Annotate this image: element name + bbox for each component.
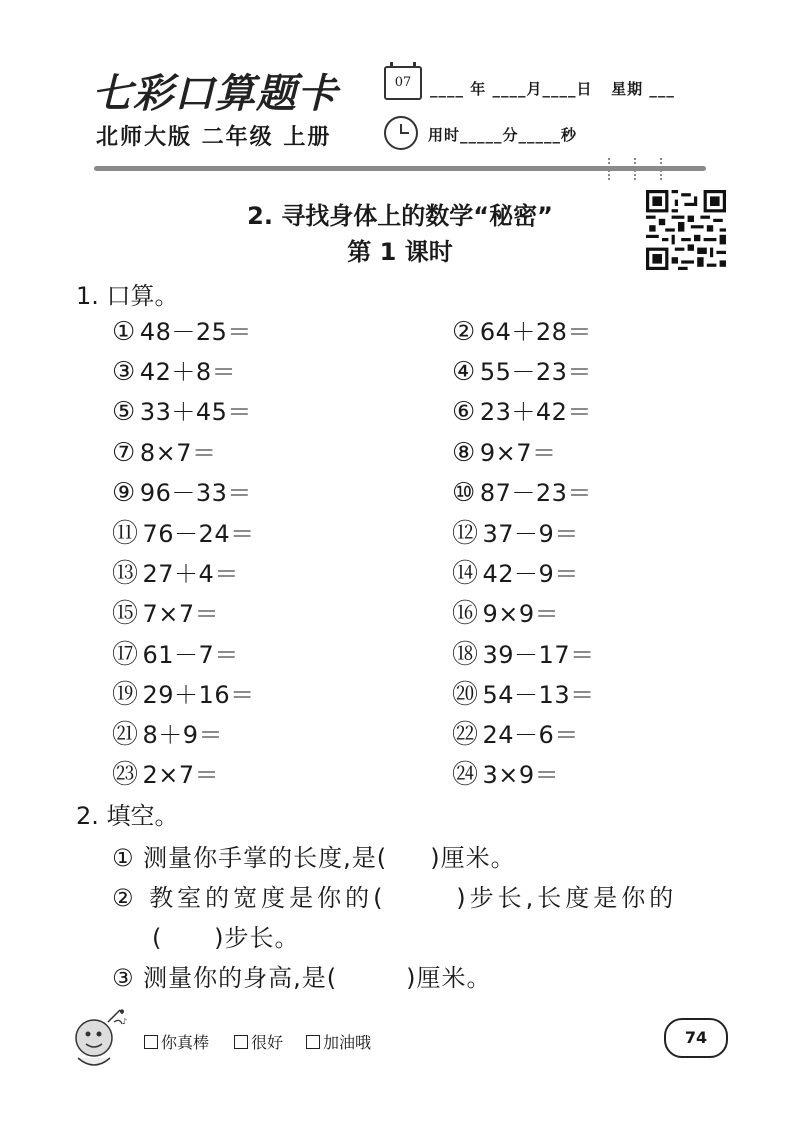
problem-item [452,513,579,550]
problem-item [452,714,579,751]
problem-number: ③ [112,357,136,388]
problem-item [112,754,219,791]
problem-number: ② [452,317,476,347]
problem-number: ⑯ [452,599,479,630]
problem-item [112,674,255,711]
problem-item [452,473,592,508]
problem-number: ⑭ [452,559,479,590]
problem-expression: 33＋45＝ [139,398,252,427]
problem-expression: 2×7＝ [142,761,220,790]
problem-expression: 9×7＝ [479,438,557,467]
lesson-subtitle: 第 1 课时 [347,238,453,266]
problem-expression: 39－17＝ [482,640,595,669]
divider-bead [608,158,616,180]
problem-item [112,634,239,671]
praise-option[interactable]: 很好 [234,1030,283,1053]
problem-number: ⑬ [112,559,139,590]
checkbox-icon[interactable] [306,1035,320,1049]
divider-bead [634,158,642,180]
section-2-heading: 2. 填空。 [76,802,179,830]
problem-number: ⑤ [112,397,136,428]
problem-item [112,352,236,387]
problem-expression: 23＋42＝ [479,398,592,427]
problem-item [452,593,559,630]
problem-number: ⑨ [112,477,136,508]
time-field: 用时_____分_____秒 [428,126,578,144]
problem-expression: 7×7＝ [142,600,220,629]
problem-item [452,312,592,347]
problem-number: ⑪ [112,519,139,549]
problem-item [112,714,223,751]
calendar-number: 07 [394,75,412,90]
problem-expression: 64＋28＝ [479,318,592,346]
problem-number: ⑱ [452,639,479,670]
problem-expression: 42＋8＝ [139,358,237,387]
praise-option[interactable]: 加油哦 [306,1030,371,1053]
fill-item: ② 教室的宽度是你的( )步长,长度是你的 [112,884,678,912]
problem-item [452,392,592,427]
problem-number: ① [112,317,136,347]
fill-item: ③ 测量你的身高,是( )厘米。 [112,964,492,992]
problem-expression: 96－33＝ [139,478,252,507]
mascot-image [64,1002,136,1074]
problem-item [112,593,219,630]
problem-item [452,433,556,468]
problem-item [112,433,216,468]
problem-item [452,754,559,791]
problem-number: ⑰ [112,639,139,670]
problem-number: ⑫ [452,519,479,549]
problem-expression: 37－9＝ [482,520,579,548]
problem-expression: 61－7＝ [142,640,239,669]
problem-number: ⑳ [452,679,479,710]
problem-number: ⑮ [112,599,139,630]
problem-number: ⑦ [112,437,136,468]
fill-item-continuation: ( )步长。 [152,924,300,952]
problem-item [112,473,252,508]
problem-item [112,392,252,427]
problem-item [452,352,592,387]
problem-expression: 29＋16＝ [142,680,255,709]
problem-expression: 3×9＝ [482,761,560,790]
problem-number: ⑲ [112,679,139,710]
edition-label: 北师大版 二年级 上册 [96,125,332,150]
problem-expression: 8×7＝ [139,438,217,467]
checkbox-icon[interactable] [234,1035,248,1049]
problem-expression: 76－24＝ [142,520,255,548]
problem-number: ㉓ [112,760,139,791]
calendar-icon [384,66,422,100]
problem-number: ㉔ [452,760,479,791]
problem-expression: 48－25＝ [139,318,252,346]
problem-item [452,634,595,671]
problem-item [112,513,255,550]
problem-number: ⑩ [452,477,476,508]
problem-expression: 9×9＝ [482,600,560,629]
problem-number: ⑧ [452,437,476,468]
fill-item: ① 测量你手掌的长度,是( )厘米。 [112,844,516,872]
problem-number: ㉒ [452,720,479,750]
section-1-heading: 1. 口算。 [76,282,179,310]
clock-icon [384,116,418,150]
brand-title: 七彩口算题卡 [92,70,338,117]
divider-bead [660,158,668,180]
problem-expression: 8＋9＝ [142,721,224,749]
problem-item [112,553,239,590]
problem-number: ④ [452,357,476,388]
problem-expression: 27＋4＝ [142,560,239,589]
lesson-title: 2. 寻找身体上的数学“秘密” [247,202,553,230]
problem-item [452,553,579,590]
problem-item [452,674,595,711]
page-number: 74 [664,1018,728,1058]
problem-item [112,312,252,347]
problem-expression: 42－9＝ [482,560,579,589]
problem-number: ⑥ [452,397,476,428]
problem-expression: 54－13＝ [482,680,595,709]
problem-expression: 55－23＝ [479,358,592,387]
svg-text:♪: ♪ [122,1017,128,1026]
checkbox-icon[interactable] [144,1035,158,1049]
problem-number: ㉑ [112,720,139,750]
praise-option[interactable]: 你真棒 [144,1030,209,1053]
problem-expression: 24－6＝ [482,721,579,749]
date-field: ____ 年 ____月____日 星期 ___ [430,80,675,98]
problem-expression: 87－23＝ [479,478,592,507]
